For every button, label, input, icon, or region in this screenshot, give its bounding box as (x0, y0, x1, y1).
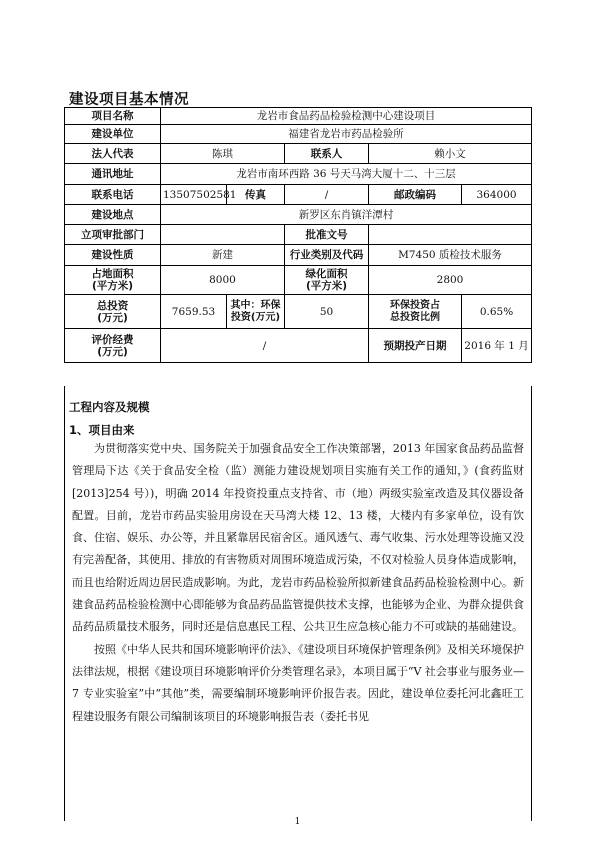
phone-label: 联系电话 (65, 185, 161, 205)
page-number: 1 (294, 817, 301, 827)
table-row (65, 125, 532, 144)
table-row (65, 295, 532, 329)
contact-label: 联系人 (285, 144, 369, 164)
table-row (65, 144, 532, 164)
address-label: 通讯地址 (65, 164, 161, 185)
start-date-value: 2016 年 1 月 (462, 329, 532, 363)
green-value: 2800 (369, 266, 532, 295)
env-ratio-value: 0.65% (462, 295, 532, 329)
area-value: 8000 (161, 266, 285, 295)
paragraph-2: 按照《中华人民共和国环境影响评价法》、《建设项目环境保护管理条例》及相关环境保护法律法规，根据《建设项目环境影响评价分类管理名录》，本项目属于“V 社会事业与服务业—7 专业实验室”中“其他”类，需要编制环境影响评价报告表。因此，建设单位委托河北鑫旺工程建设服务有限公司编制该项目的环境影响报告表（委托书见 (72, 642, 524, 723)
section-title: 工程内容及规模 (69, 400, 150, 414)
approval-dept-label: 立项审批部门 (65, 225, 161, 245)
invest-value: 7659.53 (161, 295, 227, 329)
body-text (72, 438, 524, 728)
project-name-value: 龙岩市食品药品检验检测中心建设项目 (161, 108, 532, 125)
contact-value: 赖小文 (369, 144, 532, 164)
approval-no-label: 批准文号 (285, 225, 369, 245)
document-title: 建设项目基本情况 (69, 92, 189, 108)
address-value: 龙岩市南环西路 36 号天马湾大厦十二、十三层 (161, 164, 532, 185)
site-value: 新罗区东肖镇洋潭村 (161, 205, 532, 225)
start-date-label: 预期投产日期 (369, 329, 462, 363)
table-row (65, 205, 532, 225)
project-name-label: 项目名称 (65, 108, 161, 125)
area-label: 占地面积 (平方米) (65, 266, 161, 295)
builder-label: 建设单位 (65, 125, 161, 144)
paragraph-1: 为贯彻落实党中央、国务院关于加强食品安全工作决策部署，2013 年国家食品药品监督管理局下达《关于食品安全检（监）测能力建设规划项目实施有关工作的通知，》(食药监财[2013]254 号）)，明确 2014 年投资投重点支持省、市（地）两级实验室改造及其仪器设备配置。目前，龙岩市药品实验用房设在天马湾大楼 12、13 楼，大楼内有多家单位，设有饮食、住宿、娱乐、办公等，并且紧靠居民宿舍区。通风透气、毒气收集、污水处理等设施又没有完善配备，其使用、排放的有害物质对周围环境造成污染，不仅对检验人员身体造成影响，而且也给附近周边居民造成影响。为此，龙岩市药品检验所拟新建食品药品检验检测中心。新建食品药品检验检测中心即能够为食品药品监管提供技术支撑，也能够为企业、为群众提供食品药品质量技术服务，同时还是信息惠民工程、公共卫生应急核心能力不可或缺的基础建设。 (72, 442, 524, 634)
subsection-title: 1、项目由来 (69, 423, 135, 437)
project-info-table (64, 107, 532, 363)
fax-value: / (285, 185, 369, 205)
nature-label: 建设性质 (65, 245, 161, 266)
nature-value: 新建 (161, 245, 285, 266)
table-row (65, 164, 532, 185)
table-row (65, 266, 532, 295)
postcode-label: 邮政编码 (369, 185, 462, 205)
env-invest-label: 其中：环保 投资(万元) (227, 295, 285, 329)
env-invest-value: 50 (285, 295, 369, 329)
eval-fee-value: / (161, 329, 369, 363)
industry-value: M7450 质检技术服务 (369, 245, 532, 266)
fax-label: 传真 (227, 185, 285, 205)
table-row (65, 185, 532, 205)
invest-label: 总投资 (万元) (65, 295, 161, 329)
postcode-value: 364000 (462, 185, 532, 205)
legal-rep-value: 陈琪 (161, 144, 285, 164)
eval-fee-label: 评价经费 (万元) (65, 329, 161, 363)
table-row (65, 108, 532, 125)
green-label: 绿化面积 (平方米) (285, 266, 369, 295)
site-label: 建设地点 (65, 205, 161, 225)
table-row (65, 245, 532, 266)
builder-value: 福建省龙岩市药品检验所 (161, 125, 532, 144)
table-row (65, 225, 532, 245)
approval-no-value (369, 225, 532, 245)
phone-value: 13507502581 (161, 185, 227, 205)
env-ratio-label: 环保投资占 总投资比例 (369, 295, 462, 329)
industry-label: 行业类别及代码 (285, 245, 369, 266)
legal-rep-label: 法人代表 (65, 144, 161, 164)
approval-dept-value (161, 225, 285, 245)
table-row (65, 329, 532, 363)
